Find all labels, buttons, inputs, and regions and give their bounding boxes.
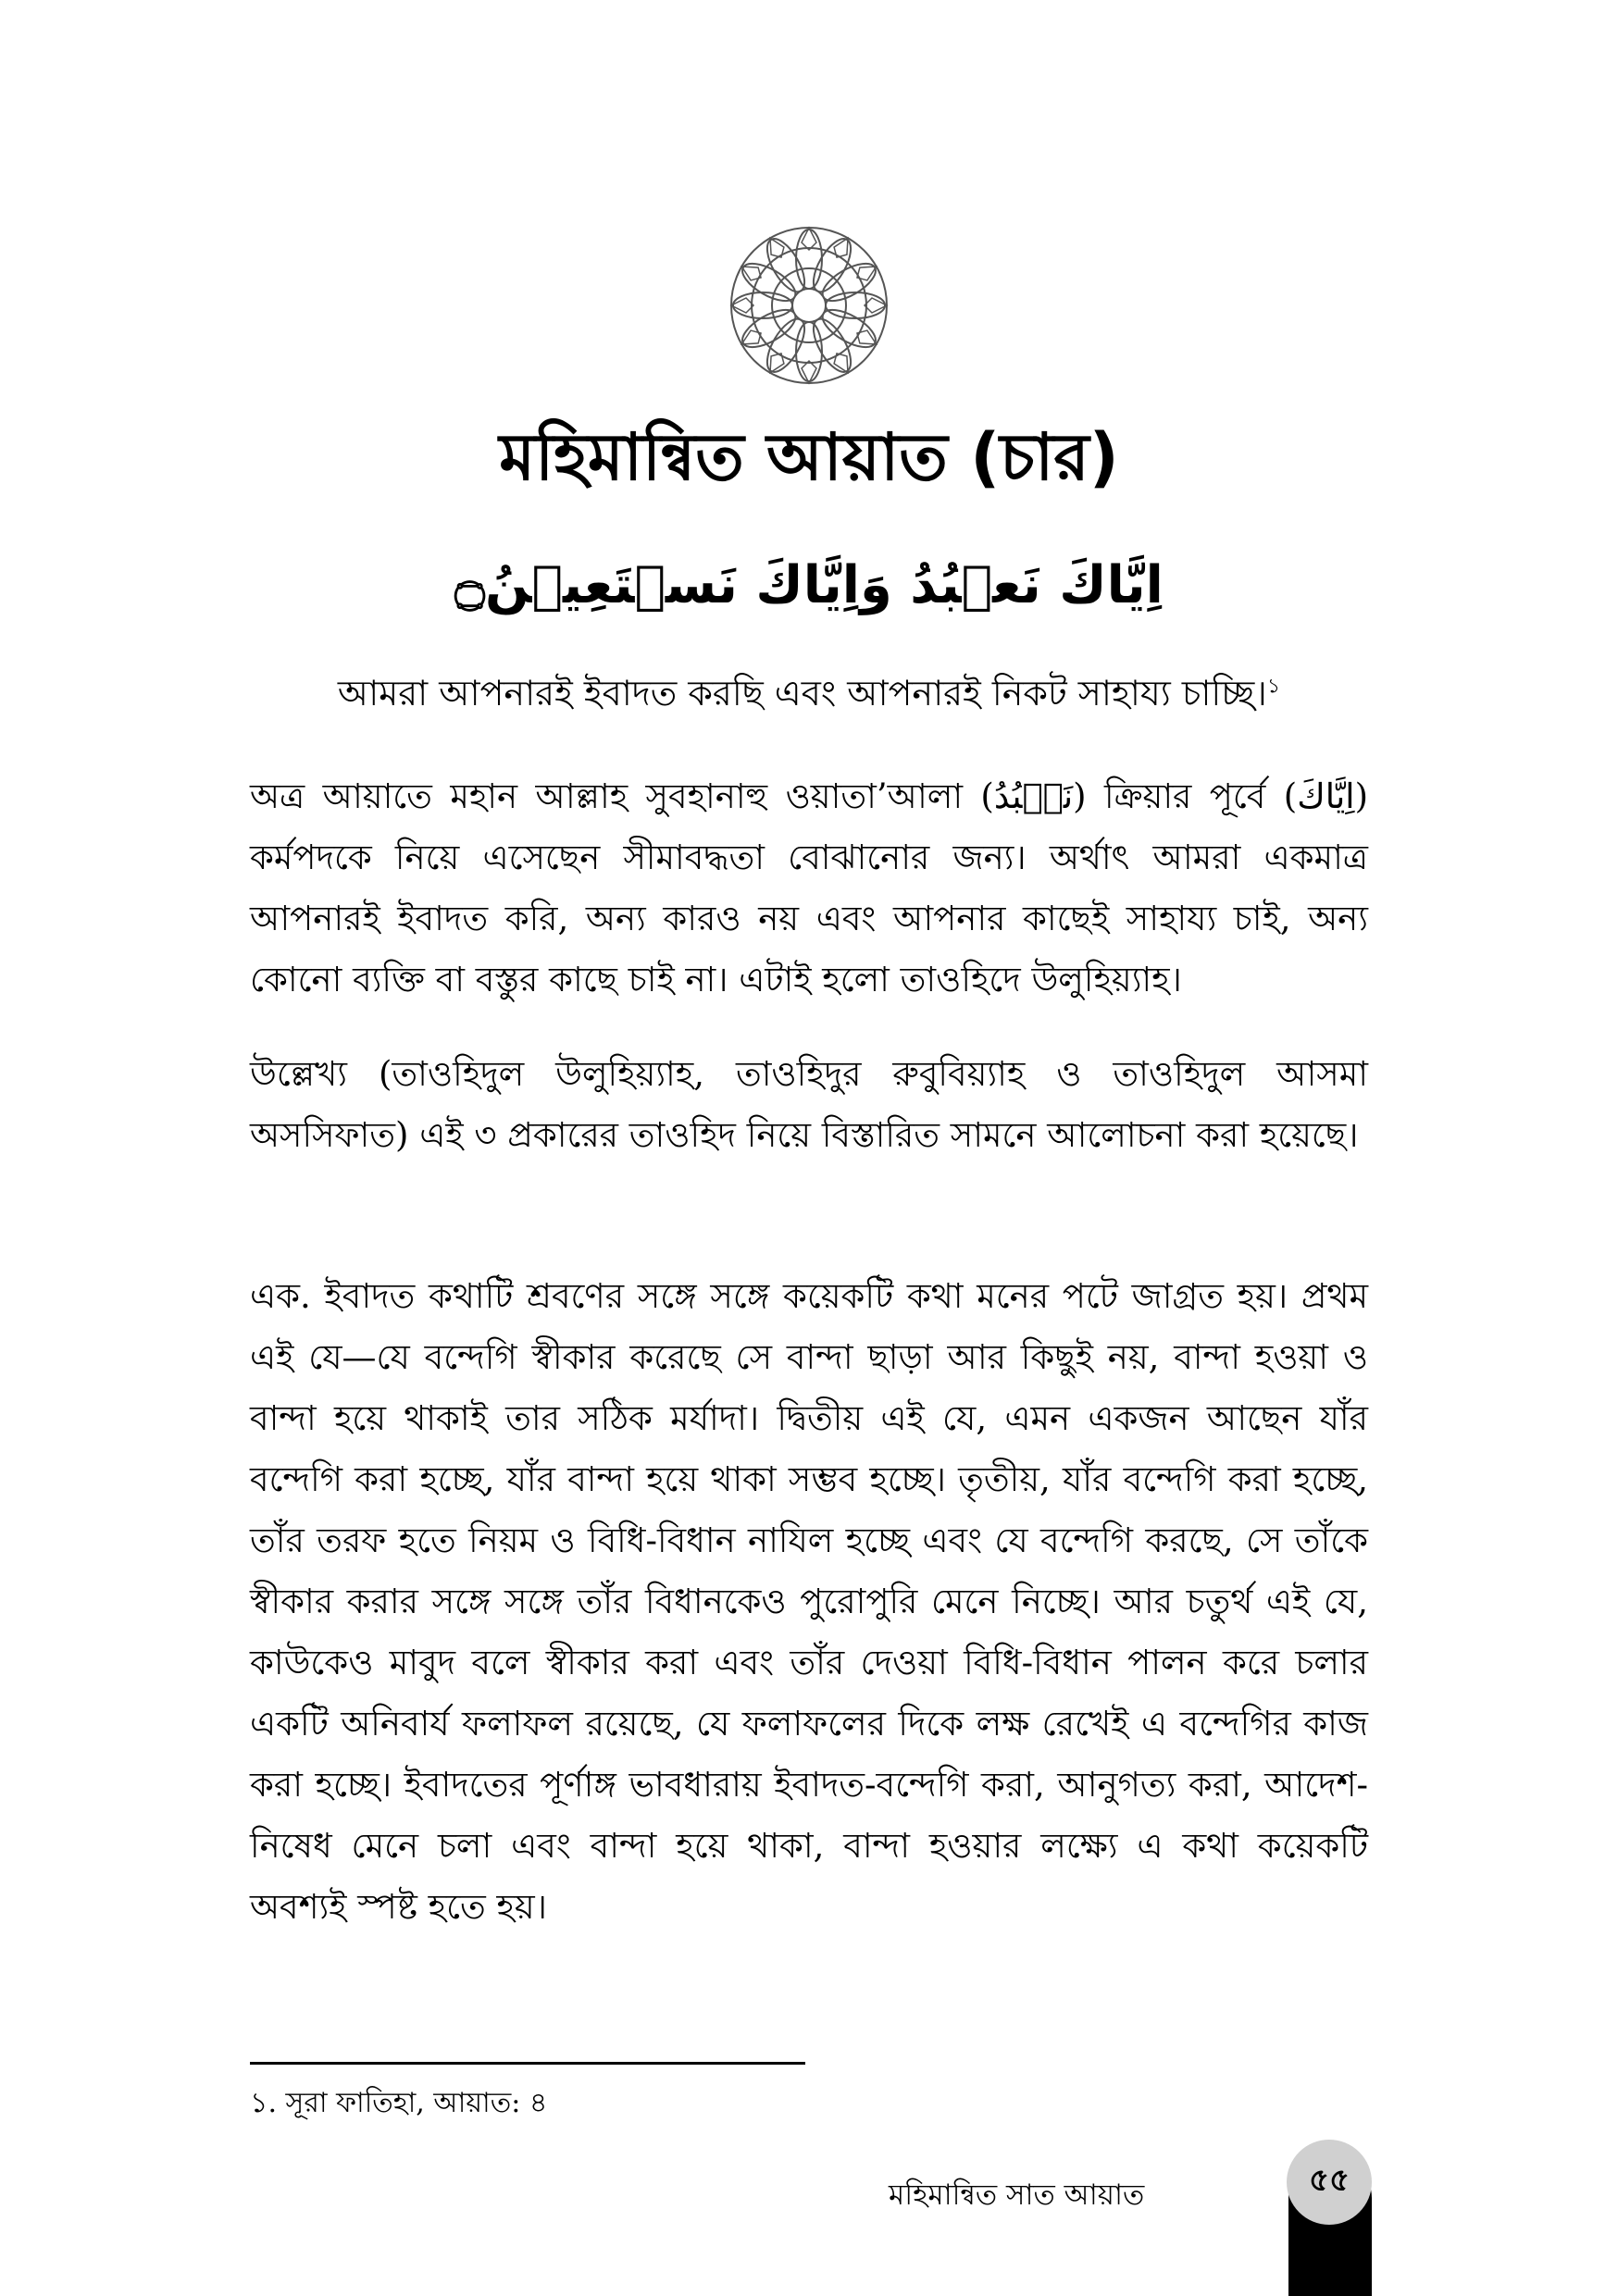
body-paragraph-1: অত্র আয়াতে মহান আল্লাহ সুবহানাহু ওয়াতা’আলা (نَعۡبُدُ) ক্রিয়ার পূর্বে (اِيَّاكَ) কর্মপদকে নিয়ে এসেছেন সীমাবদ্ধতা বোঝানোর জন্য। অর্থাৎ আমরা একমাত্র আপনারই ইবাদত করি, অন্য কারও নয় এবং আপনার কাছেই সাহায্য চাই, অন্য কোনো ব্যক্তি বা বস্তুর কাছে চাই না। এটাই হলো তাওহিদে উলুহিয়্যাহ। (250, 776, 1368, 999)
page-number-badge (1287, 2140, 1372, 2225)
body-paragraph-2: উল্লেখ্য (তাওহিদুল উলুহিয়্যাহ, তাওহিদুর রুবুবিয়্যাহ ও তাওহিদুল আসমা অসসিফাত) এই ৩ প্রকারের তাওহিদ নিয়ে বিস্তারিত সামনে আলোচনা করা হয়েছে। (250, 1054, 1368, 1155)
page-number: ৫৫ (1308, 2161, 1350, 2199)
footnote-1: ১. সূরা ফাতিহা, আয়াত: ৪ (250, 2087, 548, 2119)
arabic-verse: اِيَّاكَ نَعۡبُدُ وَاِيَّاكَ نَسۡتَعِيۡنُ۝ (454, 555, 1164, 615)
footnote-divider (250, 2062, 805, 2065)
floral-mandala-icon (726, 222, 892, 389)
running-footer-title: মহিমান্বিত সাত আয়াত (889, 2178, 1145, 2212)
footnote-marker: ১ (1266, 675, 1281, 699)
verse-translation (0, 666, 1618, 726)
translation-text: আমরা আপনারই ইবাদত করছি এবং আপনারই নিকট সাহায্য চাচ্ছি। (337, 673, 1267, 714)
chapter-title: মহিমান্বিত আয়াত (চার) (499, 419, 1119, 495)
body-paragraph-3: এক. ইবাদত কথাটি শ্রবণের সঙ্গে সঙ্গে কয়েকটি কথা মনের পটে জাগ্রত হয়। প্রথম এই যে—যে বন্দেগি স্বীকার করেছে সে বান্দা ছাড়া আর কিছুই নয়, বান্দা হওয়া ও বান্দা হয়ে থাকাই তার সঠিক মর্যাদা। দ্বিতীয় এই যে, এমন একজন আছেন যাঁর বন্দেগি করা হচ্ছে, যাঁর বান্দা হয়ে থাকা সম্ভব হচ্ছে। তৃতীয়, যাঁর বন্দেগি করা হচ্ছে, তাঁর তরফ হতে নিয়ম ও বিধি-বিধান নাযিল হচ্ছে এবং যে বন্দেগি করছে, সে তাঁকে স্বীকার করার সঙ্গে সঙ্গে তাঁর বিধানকেও পুরোপুরি মেনে নিচ্ছে। আর চতুর্থ এই যে, কাউকেও মাবুদ বলে স্বীকার করা এবং তাঁর দেওয়া বিধি-বিধান পালন করে চলার একটি অনিবার্য ফলাফল রয়েছে, যে ফলাফলের দিকে লক্ষ রেখেই এ বন্দেগির কাজ করা হচ্ছে। ইবাদতের পূর্ণাঙ্গ ভাবধারায় ইবাদত-বন্দেগি করা, আনুগত্য করা, আদেশ-নিষেধ মেনে চলা এবং বান্দা হয়ে থাকা, বান্দা হওয়ার লক্ষ্যে এ কথা কয়েকটি অবশ্যই স্পষ্ট হতে হয়। (250, 1276, 1368, 1927)
